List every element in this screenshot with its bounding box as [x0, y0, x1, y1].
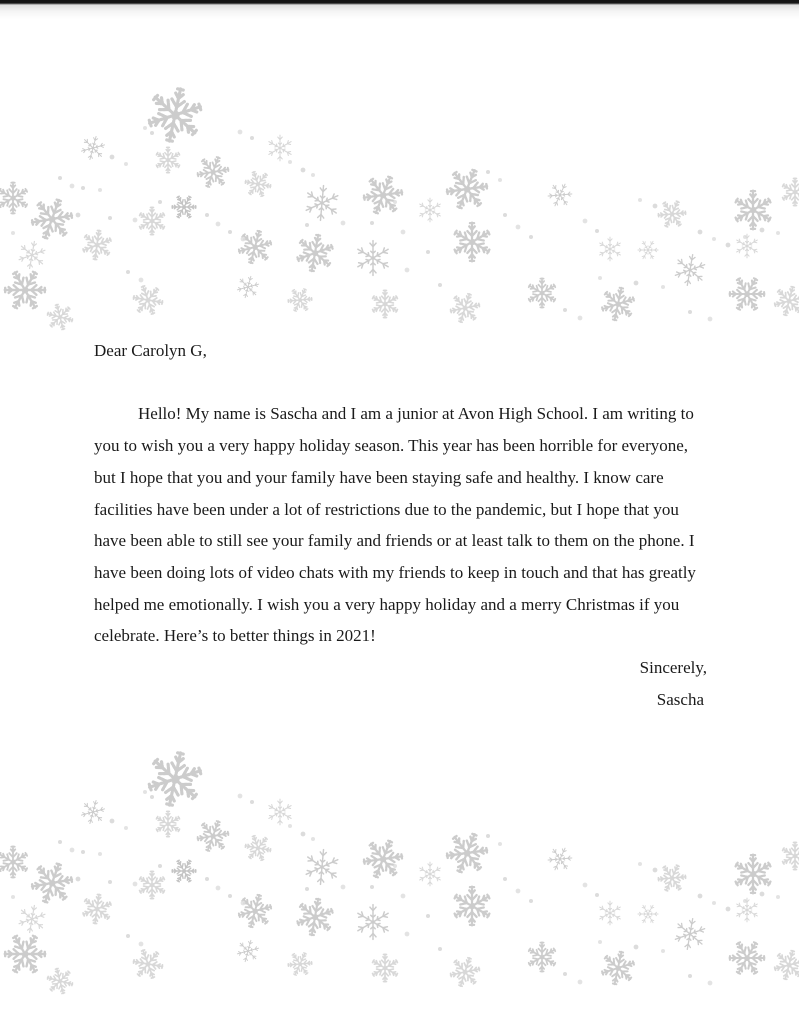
- signature: Sascha: [656, 689, 704, 709]
- snowflake-garland-bottom-icon: [0, 746, 799, 999]
- salutation: Dear Carolyn G,: [94, 341, 207, 360]
- top-edge-shadow: [0, 0, 799, 20]
- closing: Sincerely,: [639, 658, 707, 678]
- letter-content: [94, 335, 707, 715]
- letter-body: Hello! My name is Sascha and I am a junior at Avon High School. I am writing to you to wish you a very happy holiday season. This year has been horrible for everyone, but I hope that you and your family have been staying safe and healthy. I know care facilities have been under a lot of restrictions due to the pandemic, but I hope that you have been able to still see your family and friends or at least talk to them on the phone. I have been doing lots of video chats with my friends to keep in touch and that has greatly helped me emotionally. I wish you a very happy holiday and a merry Christmas if you celebrate. Here’s to better things in 2021!: [94, 404, 696, 646]
- snowflake-garland-top-icon: [0, 82, 799, 335]
